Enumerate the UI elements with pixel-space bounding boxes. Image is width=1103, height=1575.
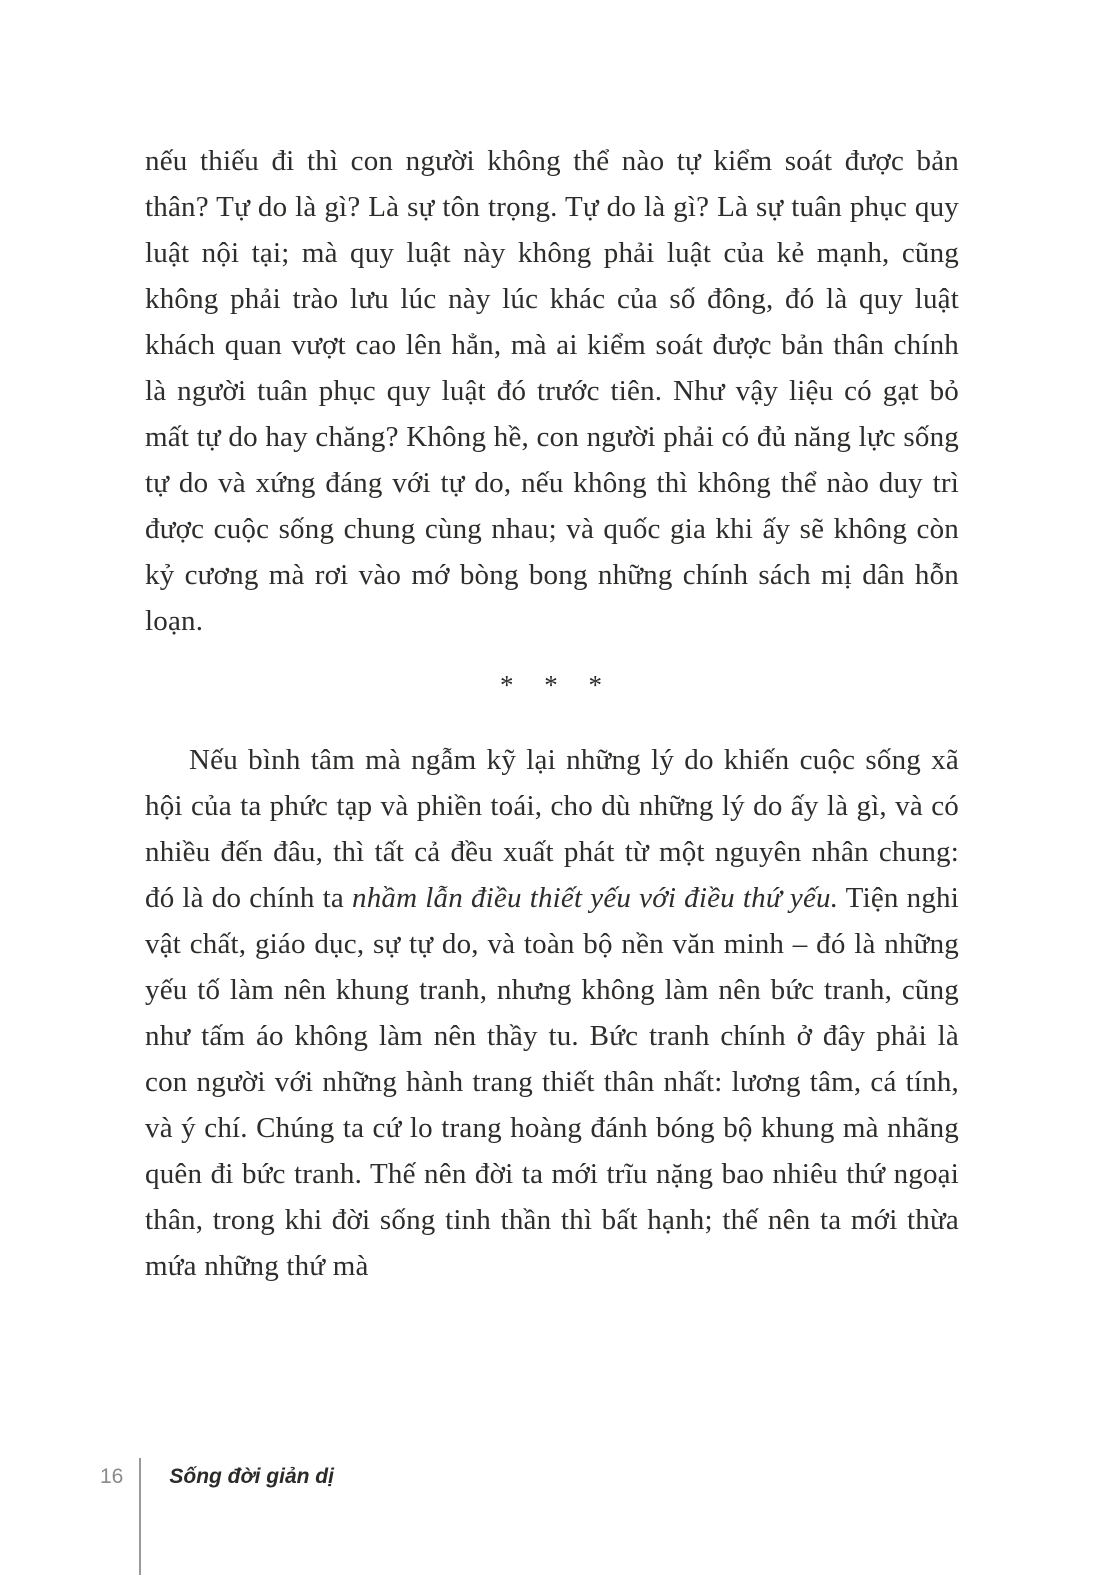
paragraph-continuation: nếu thiếu đi thì con người không thể nào tự kiểm soát được bản thân? Tự do là gì? Là sự tôn trọng. Tự do là gì? Là sự tuân phục quy luật nội tại; mà quy luật này không phải luật của kẻ mạnh, cũng không phải trào lưu lúc này lúc khác của số đông, đó là quy luật khách quan vượt cao lên hẳn, mà ai kiểm soát được bản thân chính là người tuân phục quy luật đó trước tiên. Như vậy liệu có gạt bỏ mất tự do hay chăng? Không hề, con người phải có đủ năng lực sống tự do và xứng đáng với tự do, nếu không thì không thể nào duy trì được cuộc sống chung cùng nhau; và quốc gia khi ấy sẽ không còn kỷ cương mà rơi vào mớ bòng bong những chính sách mị dân hỗn loạn.	[145, 145, 959, 637]
page-content	[145, 138, 959, 1289]
page-footer	[100, 1462, 334, 1492]
paragraph-text-after-emphasis: Tiện nghi vật chất, giáo dục, sự tự do, và toàn bộ nền văn minh – đó là những yếu tố làm nên khung tranh, nhưng không làm nên bức tranh, cũng như tấm áo không làm nên thầy tu. Bức tranh chính ở đây phải là con người với những hành trang thiết thân nhất: lương tâm, cá tính, và ý chí. Chúng ta cứ lo trang hoàng đánh bóng bộ khung mà nhãng quên đi bức tranh. Thế nên đời ta mới trĩu nặng bao nhiêu thứ ngoại thân, trong khi đời sống tinh thần thì bất hạnh; thế nên ta mới thừa mứa những thứ mà	[145, 882, 959, 1282]
paragraph-second	[145, 737, 959, 1289]
page-number: 16	[100, 1465, 124, 1488]
paragraph-text-before-emphasis: Nếu bình tâm mà ngẫm kỹ lại những lý do khiến cuộc sống xã hội của ta phức tạp và phiền toái, cho dù những lý do ấy là gì, và có nhiều đến đâu, thì tất cả đều xuất phát từ một nguyên nhân chung: đó là do chính ta	[145, 744, 959, 914]
book-title: Sống đời giản dị	[169, 1465, 334, 1488]
paragraph-emphasis: nhầm lẫn điều thiết yếu với điều thứ yếu.	[352, 882, 839, 914]
section-separator: * * *	[500, 670, 604, 700]
